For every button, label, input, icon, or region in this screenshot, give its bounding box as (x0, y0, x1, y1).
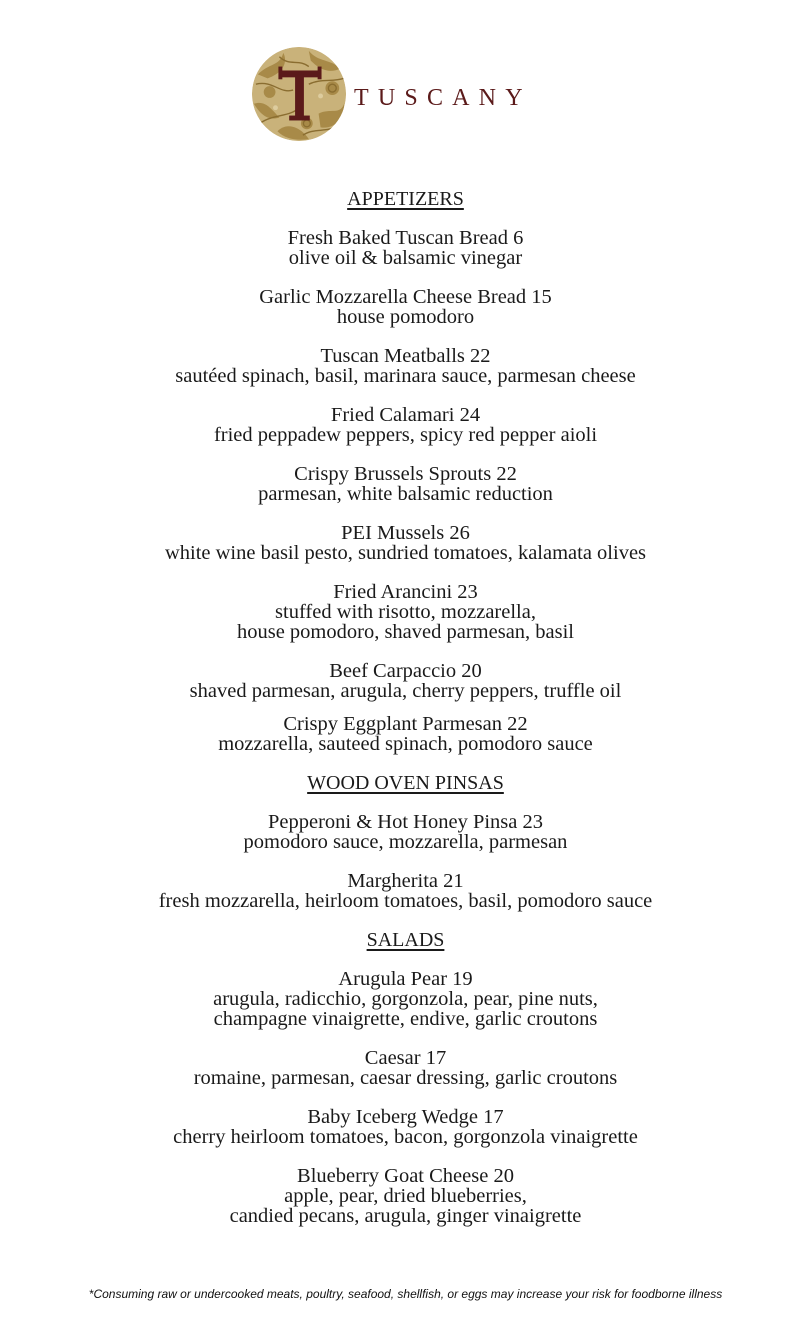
menu-item (0, 812, 811, 852)
menu-item-description: olive oil & balsamic vinegar (288, 247, 523, 269)
menu-item-name: Pepperoni & Hot Honey Pinsa 23 (267, 811, 544, 833)
menu-item-name: Tuscan Meatballs 22 (320, 345, 491, 367)
menu-item-description: candied pecans, arugula, ginger vinaigrette (229, 1205, 582, 1227)
menu-item-name: Crispy Brussels Sprouts 22 (294, 463, 517, 485)
menu-item-description: house pomodoro (336, 306, 475, 328)
section-title: SALADS (366, 929, 445, 951)
menu-item (0, 871, 811, 911)
menu-item-description: mozzarella, sauteed spinach, pomodoro sauce (218, 733, 593, 755)
section-title: WOOD OVEN PINSAS (307, 772, 504, 794)
menu-item (0, 1166, 811, 1226)
menu-item (0, 405, 811, 445)
menu-item-name: PEI Mussels 26 (341, 522, 470, 544)
menu-item-name: Fresh Baked Tuscan Bread 6 (287, 227, 524, 249)
item-spacer (0, 563, 811, 582)
item-spacer (0, 445, 811, 464)
menu-item-description: romaine, parmesan, caesar dressing, garlic croutons (193, 1067, 618, 1089)
item-spacer (0, 386, 811, 405)
menu-item-description: parmesan, white balsamic reduction (258, 483, 553, 505)
menu-item-name: Margherita 21 (347, 870, 464, 892)
menu-item-description: fried peppadew peppers, spicy red pepper aioli (213, 424, 598, 446)
menu-item-description: pomodoro sauce, mozzarella, parmesan (243, 831, 568, 853)
title-spacer (0, 953, 811, 969)
menu-item-name: Blueberry Goat Cheese 20 (297, 1165, 514, 1187)
menu-body (0, 186, 811, 1226)
item-spacer (0, 268, 811, 287)
item-spacer (0, 1029, 811, 1048)
section-spacer (0, 911, 811, 927)
item-spacer (0, 1088, 811, 1107)
menu-item-description: shaved parmesan, arugula, cherry peppers, truffle oil (189, 680, 622, 702)
menu-item-name: Crispy Eggplant Parmesan 22 (283, 713, 528, 735)
section-spacer (0, 754, 811, 770)
menu-item-name: Fried Arancini 23 (333, 581, 478, 603)
menu-item-description: cherry heirloom tomatoes, bacon, gorgonzola vinaigrette (173, 1126, 638, 1148)
food-safety-disclaimer: *Consuming raw or undercooked meats, poultry, seafood, shellfish, or eggs may increase your risk for foodborne illness (88, 1287, 723, 1301)
item-spacer (0, 504, 811, 523)
menu-item-description: house pomodoro, shaved parmesan, basil (236, 621, 575, 643)
menu-item-name: Caesar 17 (364, 1047, 447, 1069)
item-spacer (0, 642, 811, 661)
section-title: APPETIZERS (347, 188, 464, 210)
menu-item-description: stuffed with risotto, mozzarella, (275, 601, 536, 623)
menu-item-description: sautéed spinach, basil, marinara sauce, parmesan cheese (175, 365, 636, 387)
menu-item-name: Beef Carpaccio 20 (329, 660, 482, 682)
restaurant-name: TUSCANY (354, 85, 532, 111)
menu-item (0, 464, 811, 504)
menu-item-name: Garlic Mozzarella Cheese Bread 15 (259, 286, 552, 308)
title-spacer (0, 212, 811, 228)
menu-item (0, 1107, 811, 1147)
menu-item-description: fresh mozzarella, heirloom tomatoes, basil, pomodoro sauce (158, 890, 653, 912)
menu-item (0, 969, 811, 1029)
menu-item (0, 287, 811, 327)
menu-item-description: arugula, radicchio, gorgonzola, pear, pine nuts, (213, 988, 598, 1010)
menu-item-name: Baby Iceberg Wedge 17 (307, 1106, 504, 1128)
menu-item (0, 228, 811, 268)
item-spacer (0, 1147, 811, 1166)
item-spacer (0, 327, 811, 346)
ornamental-t-monogram-icon (250, 44, 348, 144)
menu-item-description: champagne vinaigrette, endive, garlic croutons (213, 1008, 598, 1030)
menu-item-description: white wine basil pesto, sundried tomatoes, kalamata olives (164, 542, 647, 564)
menu-item (0, 346, 811, 386)
restaurant-header (250, 44, 570, 148)
menu-item (0, 714, 811, 754)
menu-item-name: Arugula Pear 19 (338, 968, 473, 990)
item-spacer (0, 852, 811, 871)
menu-item (0, 582, 811, 642)
menu-item (0, 523, 811, 563)
menu-item (0, 661, 811, 701)
menu-item-name: Fried Calamari 24 (330, 404, 481, 426)
menu-item (0, 1048, 811, 1088)
menu-item-description: apple, pear, dried blueberries, (284, 1185, 527, 1207)
title-spacer (0, 796, 811, 812)
